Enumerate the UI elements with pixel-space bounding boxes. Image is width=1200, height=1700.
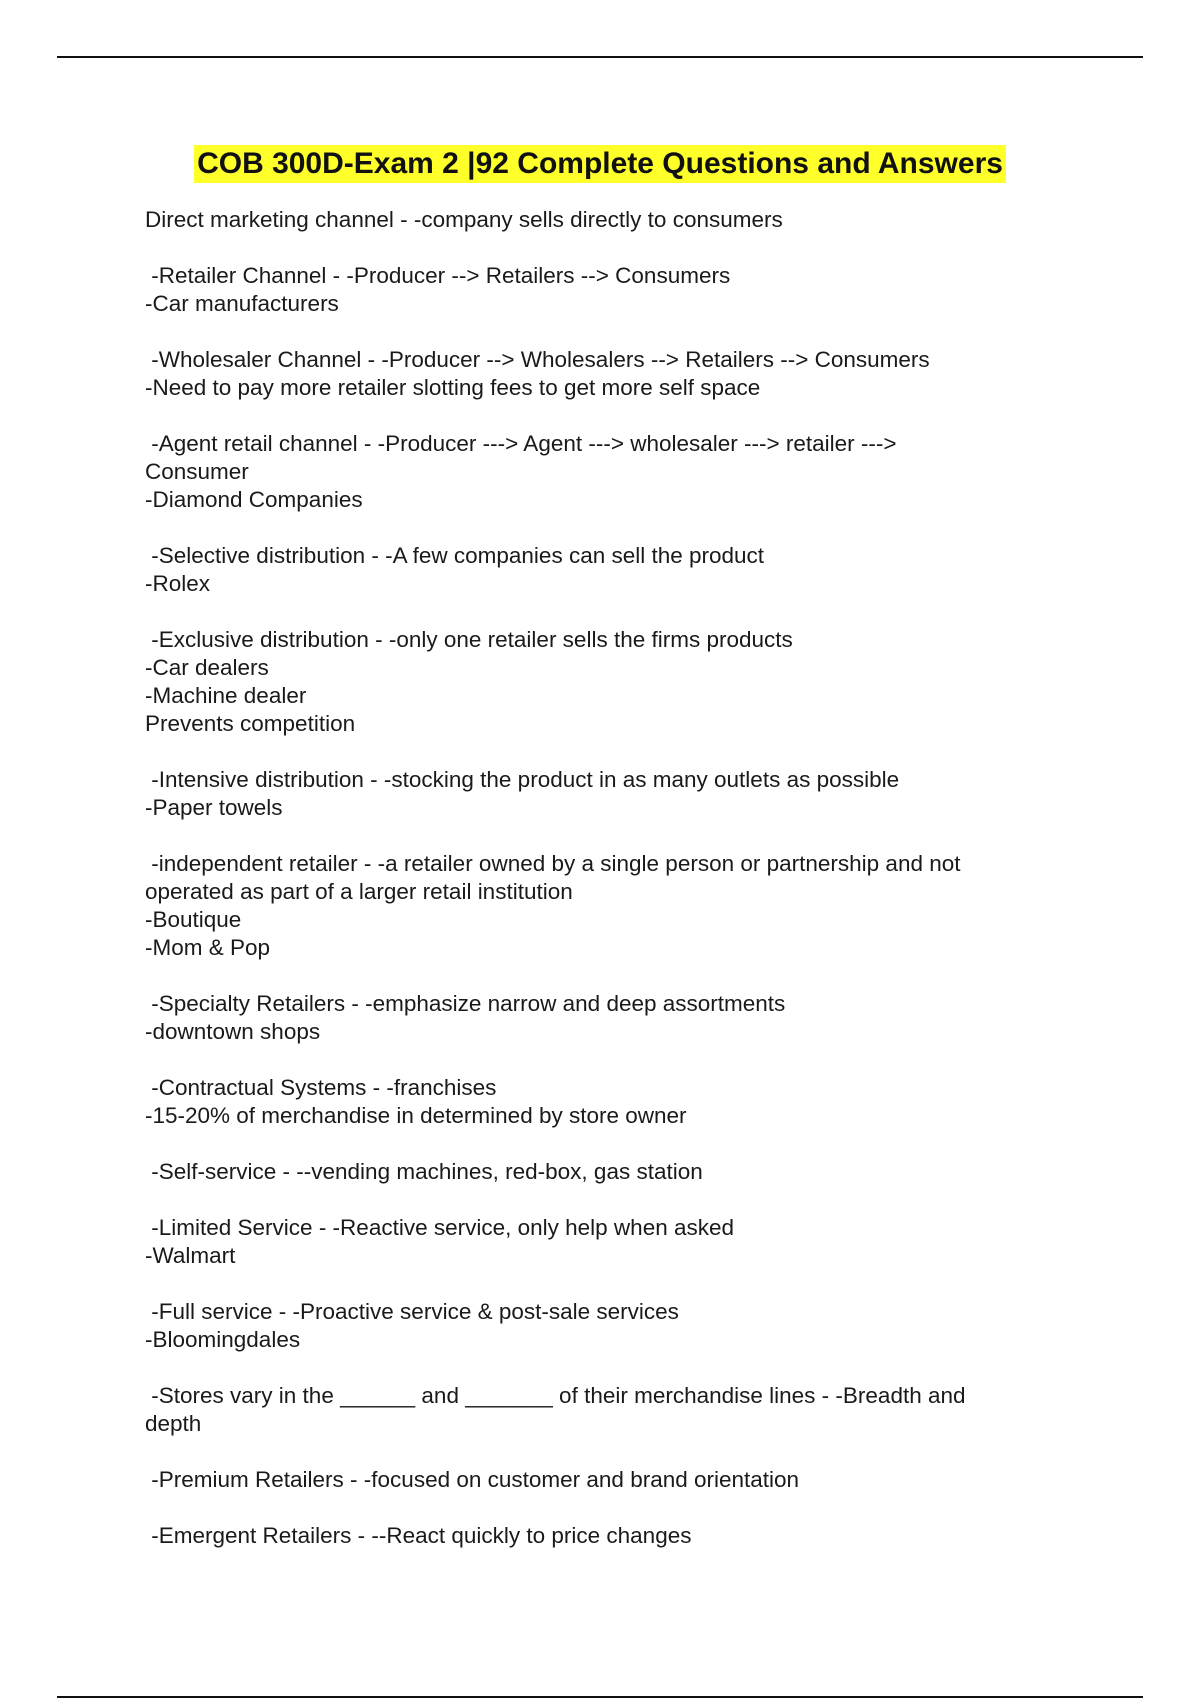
qa-entry xyxy=(145,850,1045,962)
qa-detail-line: -downtown shops xyxy=(145,1019,321,1044)
qa-term-line: -Full service - -Proactive service & post-sale services xyxy=(145,1299,679,1324)
qa-entry xyxy=(145,1522,1045,1550)
qa-entry xyxy=(145,990,1045,1046)
qa-term-line: -Self-service - --vending machines, red-box, gas station xyxy=(145,1159,703,1184)
qa-term-line: -independent retailer - -a retailer owned by a single person or partnership and not xyxy=(145,851,961,876)
qa-detail-line: -Mom & Pop xyxy=(145,935,271,960)
qa-term-line: -Limited Service - -Reactive service, only help when asked xyxy=(145,1215,735,1240)
qa-entry xyxy=(145,1298,1045,1354)
qa-term-line: -Emergent Retailers - --React quickly to price changes xyxy=(145,1523,692,1548)
qa-detail-line: depth xyxy=(145,1411,202,1436)
qa-term-line: -Retailer Channel - -Producer --> Retailers --> Consumers xyxy=(145,263,731,288)
top-rule xyxy=(57,56,1143,58)
document-title: COB 300D-Exam 2 |92 Complete Questions and Answers xyxy=(194,145,1006,183)
qa-detail-line: -15-20% of merchandise in determined by store owner xyxy=(145,1103,687,1128)
qa-detail-line: Consumer xyxy=(145,459,249,484)
qa-entry xyxy=(145,542,1045,598)
qa-detail-line: -Car dealers xyxy=(145,655,269,680)
bottom-rule xyxy=(57,1696,1143,1698)
qa-detail-line: -Diamond Companies xyxy=(145,487,363,512)
qa-detail-line: -Machine dealer xyxy=(145,683,307,708)
qa-entry xyxy=(145,1158,1045,1186)
qa-list xyxy=(145,206,1045,1578)
qa-term-line: -Contractual Systems - -franchises xyxy=(145,1075,497,1100)
qa-detail-line: Prevents competition xyxy=(145,711,356,736)
qa-detail-line: -Need to pay more retailer slotting fees to get more self space xyxy=(145,375,761,400)
qa-detail-line: -Boutique xyxy=(145,907,242,932)
qa-entry xyxy=(145,262,1045,318)
qa-entry xyxy=(145,1074,1045,1130)
qa-term-line: -Agent retail channel - -Producer ---> Agent ---> wholesaler ---> retailer ---> xyxy=(145,431,897,456)
qa-entry xyxy=(145,206,1045,234)
qa-term-line: -Exclusive distribution - -only one retailer sells the firms products xyxy=(145,627,793,652)
qa-term-line: Direct marketing channel - -company sells directly to consumers xyxy=(145,207,783,232)
qa-term-line: -Wholesaler Channel - -Producer --> Wholesalers --> Retailers --> Consumers xyxy=(145,347,930,372)
qa-detail-line: -Walmart xyxy=(145,1243,236,1268)
qa-entry xyxy=(145,1382,1045,1438)
qa-detail-line: -Car manufacturers xyxy=(145,291,339,316)
qa-term-line: -Selective distribution - -A few companies can sell the product xyxy=(145,543,765,568)
title-container xyxy=(0,145,1200,183)
qa-term-line: -Specialty Retailers - -emphasize narrow and deep assortments xyxy=(145,991,786,1016)
qa-term-line: -Stores vary in the ______ and _______ of their merchandise lines - -Breadth and xyxy=(145,1383,966,1408)
qa-detail-line: -Paper towels xyxy=(145,795,283,820)
qa-detail-line: -Bloomingdales xyxy=(145,1327,301,1352)
qa-entry xyxy=(145,430,1045,514)
qa-entry xyxy=(145,346,1045,402)
qa-term-line: -Premium Retailers - -focused on customer and brand orientation xyxy=(145,1467,800,1492)
qa-detail-line: -Rolex xyxy=(145,571,211,596)
qa-term-line: -Intensive distribution - -stocking the product in as many outlets as possible xyxy=(145,767,900,792)
qa-entry xyxy=(145,1214,1045,1270)
qa-entry xyxy=(145,766,1045,822)
qa-detail-line: operated as part of a larger retail institution xyxy=(145,879,573,904)
qa-entry xyxy=(145,1466,1045,1494)
qa-entry xyxy=(145,626,1045,738)
